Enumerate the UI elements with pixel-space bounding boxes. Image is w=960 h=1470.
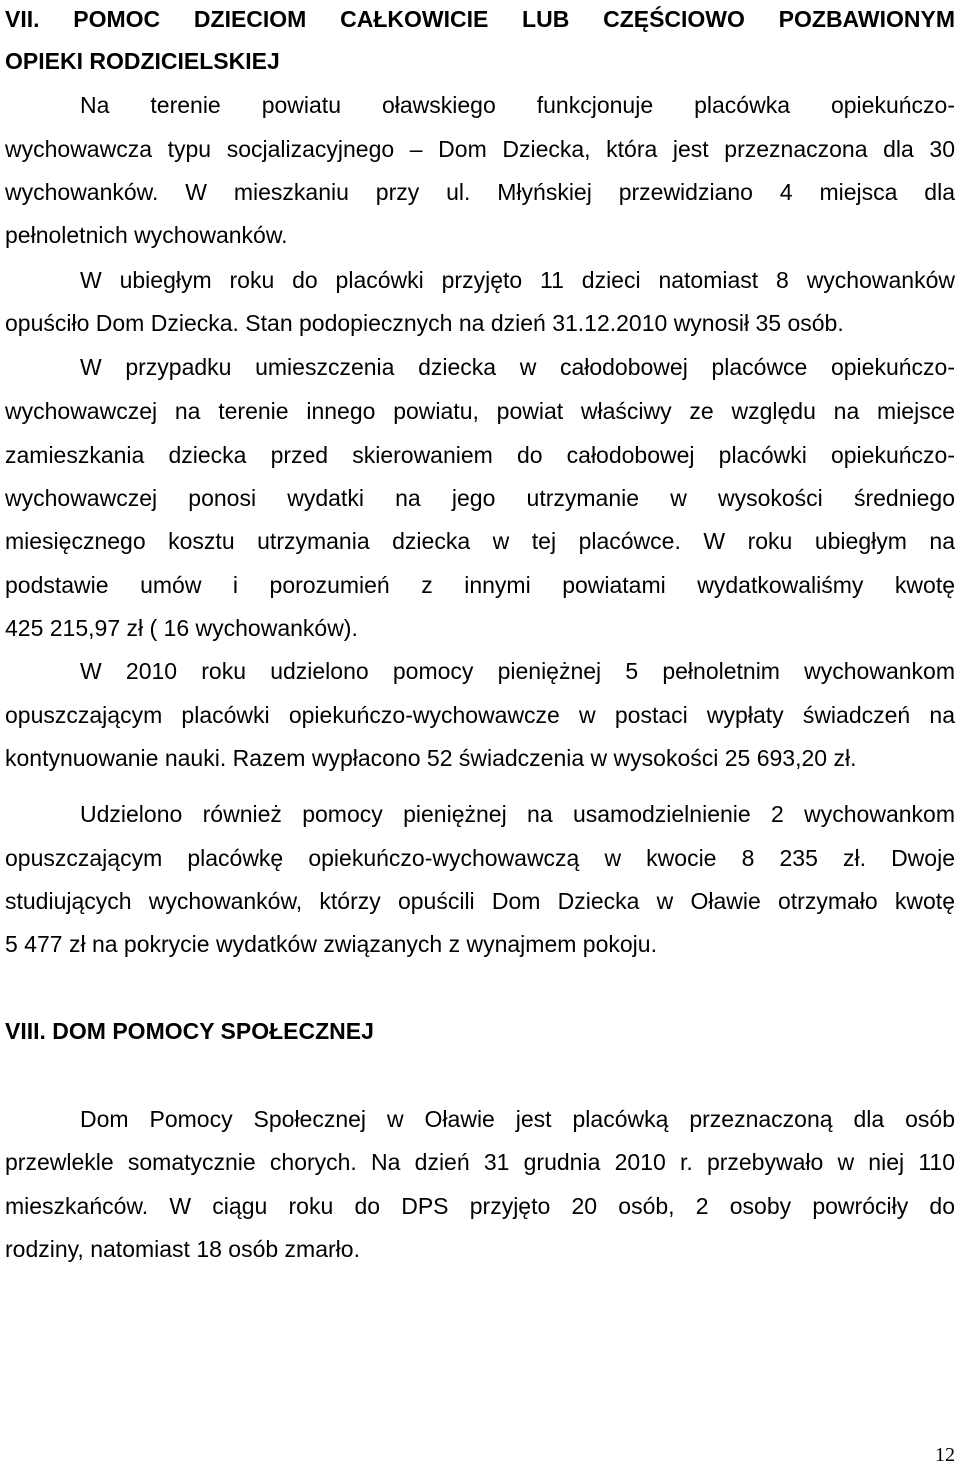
paragraph-line: opuszczającym placówki opiekuńczo-wychowawcze w postaci wypłaty świadczeń na (5, 702, 955, 728)
section-7-heading: VII. POMOC DZIECIOM CAŁKOWICIE LUB CZĘŚCIOWO POZBAWIONYM (5, 6, 955, 32)
paragraph-line: opuściło Dom Dziecka. Stan podopiecznych na dzień 31.12.2010 wynosił 35 osób. (5, 310, 844, 336)
paragraph-line: studiujących wychowanków, którzy opuścili Dom Dziecka w Oławie otrzymało kwotę (5, 888, 955, 914)
paragraph-line: miesięcznego kosztu utrzymania dziecka w tej placówce. W roku ubiegłym na (5, 528, 955, 554)
paragraph-line: pełnoletnich wychowanków. (5, 222, 288, 248)
paragraph-line: podstawie umów i porozumień z innymi powiatami wydatkowaliśmy kwotę (5, 572, 955, 598)
paragraph-line: zamieszkania dziecka przed skierowaniem do całodobowej placówki opiekuńczo- (5, 442, 955, 468)
page-number: 12 (935, 1444, 955, 1466)
paragraph-line: W ubiegłym roku do placówki przyjęto 11 dzieci natomiast 8 wychowanków (80, 267, 955, 293)
paragraph-line: 5 477 zł na pokrycie wydatków związanych z wynajmem pokoju. (5, 931, 657, 957)
paragraph-line: mieszkańców. W ciągu roku do DPS przyjęto 20 osób, 2 osoby powróciły do (5, 1193, 955, 1219)
paragraph-line: W przypadku umieszczenia dziecka w całodobowej placówce opiekuńczo- (80, 354, 955, 380)
paragraph-line: kontynuowanie nauki. Razem wypłacono 52 świadczenia w wysokości 25 693,20 zł. (5, 745, 857, 771)
paragraph-line: opuszczającym placówkę opiekuńczo-wychowawczą w kwocie 8 235 zł. Dwoje (5, 845, 955, 871)
paragraph-line: W 2010 roku udzielono pomocy pieniężnej 5 pełnoletnim wychowankom (80, 658, 955, 684)
section-7-heading-continued: OPIEKI RODZICIELSKIEJ (5, 48, 280, 74)
paragraph-line: przewlekle somatycznie chorych. Na dzień 31 grudnia 2010 r. przebywało w niej 110 (5, 1149, 955, 1175)
paragraph-line: rodziny, natomiast 18 osób zmarło. (5, 1236, 360, 1262)
paragraph-line: Na terenie powiatu oławskiego funkcjonuje placówka opiekuńczo- (80, 92, 955, 118)
paragraph-line: wychowawcza typu socjalizacyjnego – Dom Dziecka, która jest przeznaczona dla 30 (5, 136, 955, 162)
paragraph-line: Udzielono również pomocy pieniężnej na usamodzielnienie 2 wychowankom (80, 801, 955, 827)
paragraph-line: wychowawczej ponosi wydatki na jego utrzymanie w wysokości średniego (5, 485, 955, 511)
paragraph-line: wychowawczej na terenie innego powiatu, powiat właściwy ze względu na miejsce (5, 398, 955, 424)
section-8-heading: VIII. DOM POMOCY SPOŁECZNEJ (5, 1018, 374, 1044)
paragraph-line: 425 215,97 zł ( 16 wychowanków). (5, 615, 358, 641)
paragraph-line: Dom Pomocy Społecznej w Oławie jest placówką przeznaczoną dla osób (80, 1106, 955, 1132)
paragraph-line: wychowanków. W mieszkaniu przy ul. Młyńskiej przewidziano 4 miejsca dla (5, 179, 955, 205)
